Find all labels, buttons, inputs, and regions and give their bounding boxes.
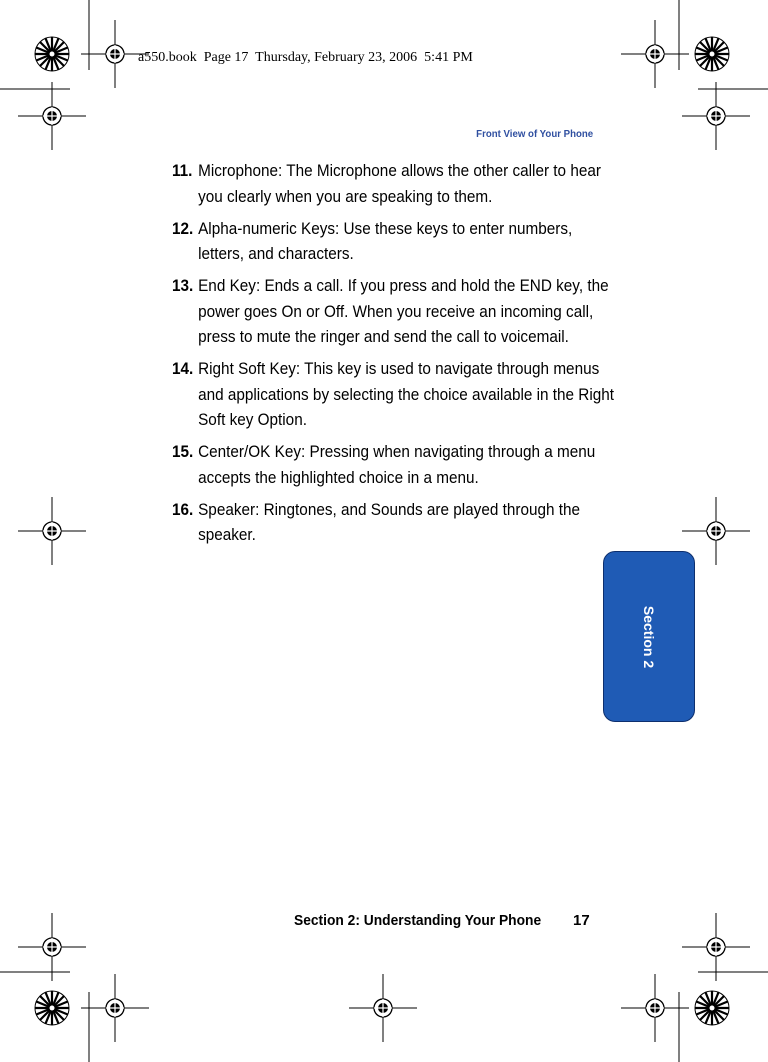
item-number: 16.: [172, 499, 194, 519]
item-number: 13.: [172, 276, 194, 295]
print-stamp: a550.book Page 17 Thursday, February 23, 2006 5:41 PM: [138, 50, 473, 65]
item-text: End Key: Ends a call. If you press and hold the END key, the power goes On or Off. When you receive an incoming call, press to mute the ringer and send the call to voicemail.: [198, 276, 609, 346]
list-item: [172, 158, 618, 209]
list-item: [172, 216, 618, 267]
running-head: Front View of Your Phone: [475, 128, 593, 140]
numbered-list: [172, 158, 615, 554]
list-item: [172, 273, 618, 350]
item-text: Microphone: The Microphone allows the other caller to hear you clearly when you are speaking to them.: [198, 161, 601, 206]
list-item: [172, 356, 618, 433]
item-text: Right Soft Key: This key is used to navigate through menus and applications by selecting the choice available in the Right Soft key Option.: [198, 359, 615, 429]
item-number: 14.: [172, 359, 194, 378]
item-text: Center/OK Key: Pressing when navigating through a menu accepts the highlighted choice in a menu.: [198, 442, 596, 487]
item-text: Alpha-numeric Keys: Use these keys to enter numbers, letters, and characters.: [198, 218, 573, 263]
item-text: Speaker: Ringtones, and Sounds are played through the speaker.: [198, 499, 581, 544]
item-number: 12.: [172, 218, 194, 238]
list-item: [172, 439, 618, 490]
footer-title: Section 2: Understanding Your Phone: [294, 912, 542, 929]
item-number: 11.: [172, 161, 193, 180]
page-number: 17: [573, 912, 590, 929]
item-number: 15.: [172, 442, 194, 461]
section-tab-label: Section 2: [641, 605, 657, 668]
list-item: [172, 497, 618, 548]
section-tab: [603, 551, 695, 722]
